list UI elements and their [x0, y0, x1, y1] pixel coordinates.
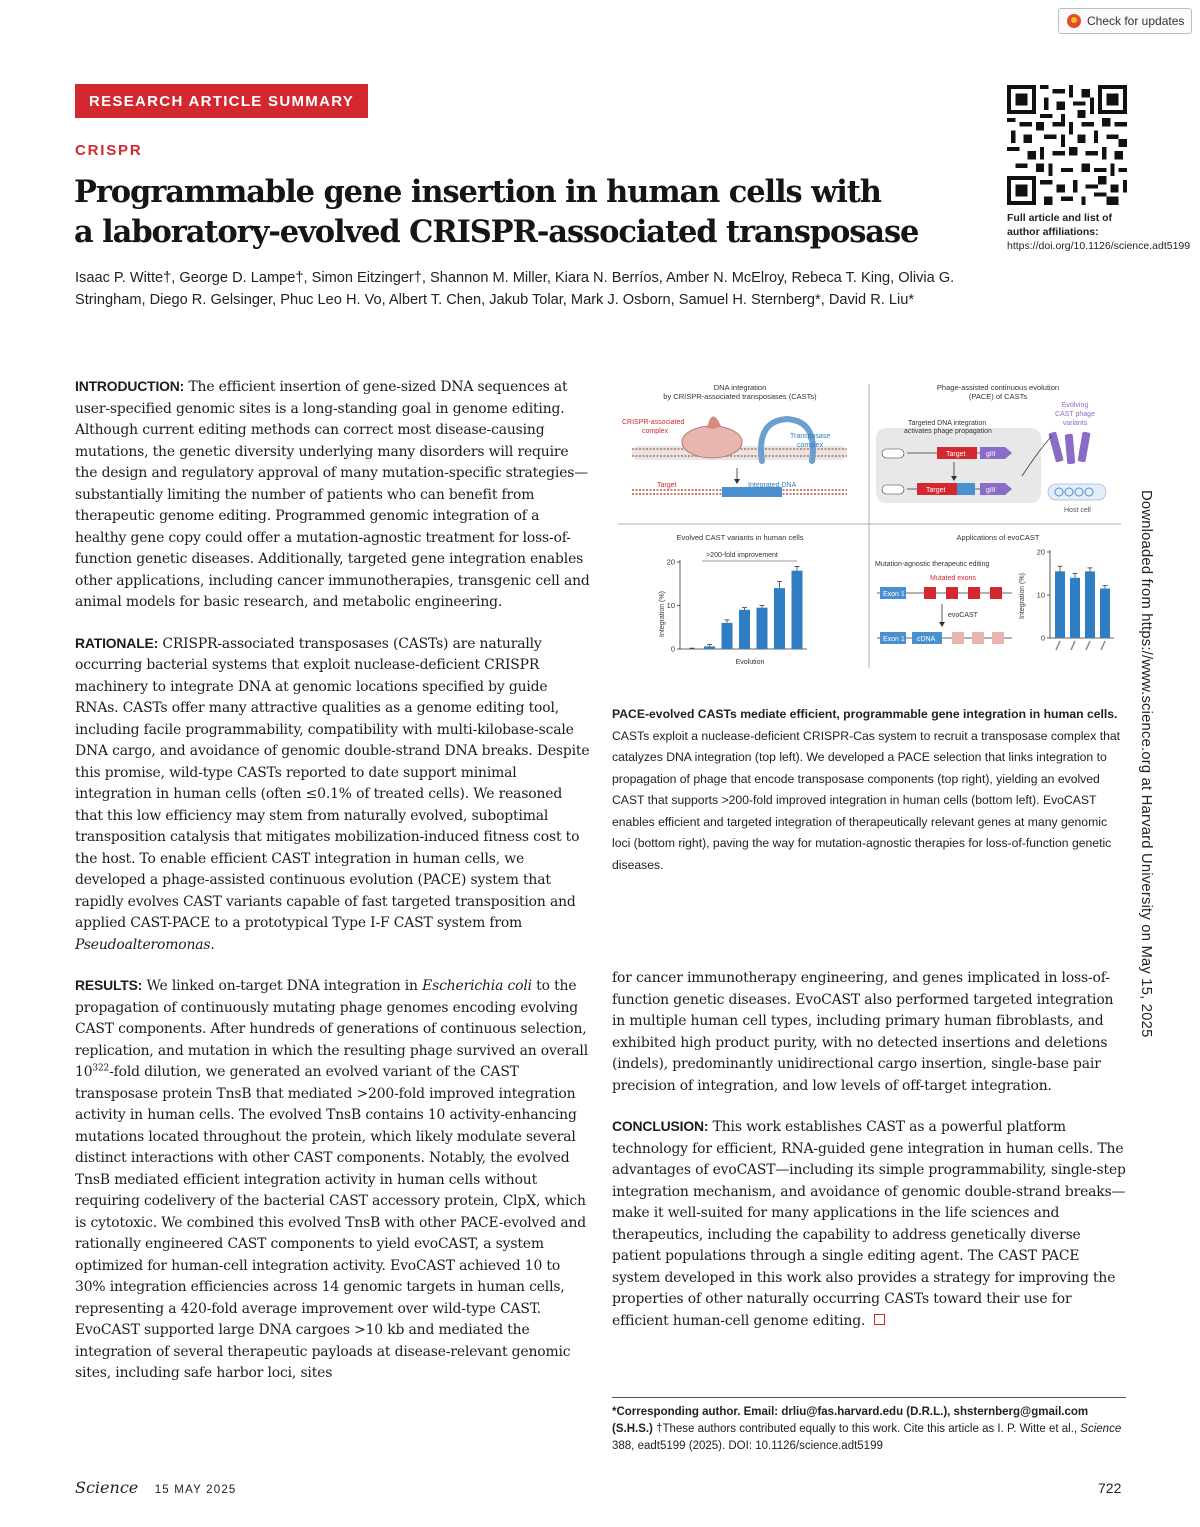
qr-code[interactable] — [1007, 85, 1127, 205]
footnote-divider — [612, 1397, 1126, 1398]
label-transposase-2: complex — [797, 442, 824, 449]
crispr-guide-loop — [707, 416, 721, 428]
integrated-segment — [957, 483, 975, 495]
exon-1-label-top: Exon 1 — [883, 591, 905, 598]
results-text-a: We linked on-target DNA integration in — [146, 978, 423, 994]
footnote-journal: Science — [1080, 1423, 1122, 1435]
label-crispr-1: CRISPR-associated — [622, 419, 685, 426]
evocast-arrow-label: evoCAST — [948, 612, 978, 619]
rationale-paragraph — [75, 633, 591, 957]
y-tick-label: 20 — [1036, 547, 1045, 557]
footnote-text: †These authors contributed equally to this work. Cite this article as I. P. Witte et al., — [652, 1423, 1081, 1435]
chart-applications — [1037, 548, 1114, 651]
label-mutated-exons: Mutated exons — [930, 575, 976, 582]
footnote — [612, 1404, 1128, 1455]
page-number: 722 — [1098, 1480, 1122, 1496]
figure-caption — [612, 704, 1122, 876]
gene-cargo-label-bottom: gIII — [986, 487, 996, 494]
end-mark-icon — [874, 1314, 885, 1325]
rationale-heading: RATIONALE: — [75, 634, 159, 651]
doi-link[interactable]: https://doi.org/10.1126/science.adt5199 — [1007, 240, 1191, 252]
label-evolving-2: CAST phage — [1055, 411, 1095, 418]
panel-tl-title-2: by CRISPR-associated transposases (CASTs) — [663, 392, 817, 401]
bar — [757, 608, 768, 649]
panel-pace — [876, 383, 1106, 514]
chart1-xlabel: Evolution — [735, 659, 765, 666]
results-text-c: -fold dilution, we generated an evolved variant of the CAST transposase protein TnsB that mediated >200-fold improved integration activity in human cells. The evolved TnsB contains 10 activity-enhancing mutations located throughout the protein, which likely modulate several distinct interactions with other CAST components. Notably, the evolved TnsB mediated efficient integration activity in human cells without requiring codelivery of the bacterial CAST accessory protein, ClpX, which is cytotoxic. We combined this evolved TnsB with other PACE-evolved and rationally engineered CAST components to yield evoCAST, a system optimized for human-cell integration activity. EvoCAST achieved 10 to 30% integration efficiencies across 14 genomic targets in human cells, representing a 420-fold average improvement over wild-type CAST. EvoCAST supported large DNA cargoes >10 kb and mediated the integration of several therapeutic payloads at disease-relevant genomic sites, including safe harbor loci, sites — [75, 1064, 587, 1381]
panel-applications — [875, 533, 1114, 650]
category-tick-mark — [1101, 641, 1105, 650]
page-footer — [75, 1478, 237, 1497]
footnote-citation: 388, eadt5199 (2025). DOI: 10.1126/science.adt5199 — [612, 1440, 883, 1452]
summary-figure — [612, 376, 1127, 676]
results-text-b: to the propagation of continuously mutating phage genomes encoding evolving CAST components. After hundreds of generations of continuous selection, replication, and mutation in which the resulting phage survived an overall 10 — [75, 978, 588, 1080]
bar — [1070, 578, 1080, 638]
results-exponent: 322 — [92, 1063, 110, 1074]
conclusion-heading: CONCLUSION: — [612, 1118, 709, 1134]
gene-cargo-label-top: gIII — [986, 451, 996, 458]
crispr-complex-shape — [682, 426, 742, 458]
phage-variants — [1048, 431, 1090, 464]
cdna-label: cDNA — [917, 636, 936, 643]
panel-tl-title-1: DNA integration — [713, 383, 767, 392]
improvement-label: >200-fold improvement — [706, 552, 778, 559]
caption-title: PACE-evolved CASTs mediate efficient, programmable gene integration in human cells. — [612, 707, 1118, 721]
label-integrated-dna: Integrated DNA — [748, 482, 797, 489]
results-paragraph — [75, 975, 591, 1385]
label-target: Target — [657, 482, 677, 489]
y-tick-label: 10 — [1036, 590, 1045, 600]
label-targeted-1: Targeted DNA integration — [908, 420, 987, 427]
qr-caption-text: Full article and list of author affiliations: — [1007, 212, 1113, 238]
host-cell-shape — [1048, 484, 1106, 500]
chart-evolved-variants — [667, 558, 807, 654]
left-column — [75, 376, 591, 1404]
y-tick-label: 0 — [670, 644, 675, 654]
rationale-species: Pseudoalteromonas — [75, 936, 211, 953]
panel-dna-integration — [622, 383, 847, 497]
chart1-ylabel: Integration (%) — [659, 591, 666, 637]
exon-1-label-bottom: Exon 1 — [883, 636, 905, 643]
bar — [722, 623, 733, 649]
bar — [1085, 571, 1095, 638]
label-targeted-2: activates phage propagation — [904, 428, 992, 435]
results-continuation: for cancer immunotherapy engineering, and genes implicated in loss-of-function genetic diseases. EvoCAST also performed targeted integration in multiple human cell types, including primary human fibroblasts, and exhibited high product purity, with no detected insertions and deletions (indels), predominantly unidirectional cargo insertion, single-base pair precision of integration, and low levels of off-target integration. — [612, 970, 1114, 1094]
panel-tr-title-1: Phage-assisted continuous evolution — [936, 383, 1060, 392]
bar — [792, 571, 803, 649]
panel-tr-title-2: (PACE) of CASTs — [968, 392, 1028, 401]
gene-target-label-top: Target — [946, 451, 966, 458]
y-tick-label: 10 — [666, 601, 675, 610]
y-tick-label: 20 — [666, 557, 675, 567]
crossmark-icon — [1067, 14, 1081, 28]
panel-bl-title: Evolved CAST variants in human cells — [676, 533, 804, 542]
author-list: Isaac P. Witte†, George D. Lampe†, Simon Eitzinger†, Shannon M. Miller, Kiara N. Berríos, Amber N. McElroy, Rebeca T. King, Olivia G. Stringham, Diego R. Gelsinger, Phuc Leo H. Vo, Albert T. Chen, Jakub Tolar, Mark J. Osborn, Samuel H. Sternberg*, David R. Liu* — [75, 270, 955, 308]
label-transposase-1: Transposase — [790, 433, 831, 440]
results-heading: RESULTS: — [75, 977, 143, 993]
label-crispr-2: complex — [642, 428, 669, 435]
bar — [739, 610, 750, 649]
label-evolving-1: Evolving — [1061, 402, 1089, 409]
label-host-cell: Host cell — [1064, 507, 1091, 514]
title-line-1: Programmable gene insertion in human cells with — [74, 174, 881, 210]
category-tick-mark — [1056, 641, 1060, 650]
panel-evolved-variants — [659, 533, 807, 666]
article-title — [74, 172, 954, 252]
download-watermark: Downloaded from https://www.science.org at Harvard University on May 15, 2025 — [1138, 490, 1154, 1038]
gene-target-label-bottom: Target — [926, 487, 946, 494]
results-species: Escherichia coli — [422, 978, 532, 994]
introduction-heading: INTRODUCTION: — [75, 378, 185, 394]
title-line-2: a laboratory-evolved CRISPR-associated transposase — [74, 214, 919, 250]
issue-date: 15 MAY 2025 — [154, 1484, 237, 1496]
article-type-banner: RESEARCH ARTICLE SUMMARY — [75, 84, 368, 118]
panel-br-title: Applications of evoCAST — [956, 533, 1040, 542]
check-for-updates-button[interactable] — [1058, 8, 1192, 34]
corresponding-author: *Corresponding author. Email: drliu@fas.harvard.edu (D.R.L.), shsternberg@gmail.com (S.H.S.) — [612, 1406, 1089, 1435]
caption-text: CASTs exploit a nuclease-deficient CRISPR-Cas system to recruit a transposase complex that catalyzes DNA integration (top left). We developed a PACE selection that links integration to propagation of phage that encode transposase components (top right), yielding an evolved CAST that supports >200-fold improved integration in human cells (bottom left). EvoCAST enables efficient and targeted integration of therapeutically relevant genes at many genomic loci (bottom right), paving the way for mutation-agnostic therapies for loss-of-function genetic diseases. — [612, 728, 1121, 872]
y-tick-label: 0 — [1040, 633, 1045, 643]
downstream-exons — [952, 632, 1004, 644]
introduction-paragraph — [75, 376, 591, 614]
conclusion-text: This work establishes CAST as a powerful platform technology for efficient, RNA-guided gene integration in human cells. The advantages of evoCAST—including its simple programmability, single-step integration mechanism, and avoidance of genomic double-strand breaks—make it well-suited for many applications in the life sciences and therapeutics, including the capability to address genetically diverse patient populations through a single editing agent. The CAST PACE system developed in this work also provides a strategy for improving the properties of other naturally occurring CASTs toward their use for efficient human-cell genome editing. — [612, 1119, 1126, 1329]
label-evolving-3: variants — [1062, 420, 1088, 427]
bar — [687, 649, 698, 650]
category-tick-mark — [1086, 641, 1090, 650]
category-tick-mark — [1071, 641, 1075, 650]
bar — [1100, 589, 1110, 638]
bar — [774, 588, 785, 649]
journal-name: Science — [75, 1478, 139, 1497]
panel-br-subtitle: Mutation-agnostic therapeutic editing — [875, 561, 990, 568]
rationale-end: . — [210, 936, 215, 953]
right-column — [612, 968, 1128, 1351]
introduction-text: The efficient insertion of gene-sized DNA sequences at user-specified genomic sites is a long-standing goal in genome editing. Although current editing methods can correct most disease-causing mutations, the genetic diversity underlying many disorders will require the design and regulatory approval of many mutation-specific strategies—substantially limiting the number of patients who can benefit from therapeutic genome editing. Programmed genomic integration of a healthy gene copy could offer a mutation-agnostic treatment for loss-of-function genetic diseases. Additionally, targeted gene integration enables other applications, including cancer immunotherapies, transgenic cell and animal models for basic research, and metabolic engineering. — [75, 379, 590, 610]
bar — [1055, 571, 1065, 638]
rationale-text: CRISPR-associated transposases (CASTs) are naturally occurring bacterial systems that exploit nuclease-deficient CRISPR machinery to integrate DNA at genomic locations specified by guide RNAs. CASTs offer many attractive qualities as a genome editing tool, including facile programmability, compatibility with multi-kilobase-scale DNA cargo, and avoidance of genomic double-strand DNA breaks. Despite this promise, wild-type CASTs reported to date support minimal integration in human cells (often ≤0.1% of treated cells). We reasoned that this low efficiency may stem from naturally evolved, suboptimal transposition catalysis that mitigates mobilization-induced fitness cost to the host. To enable efficient CAST integration in human cells, we developed a phage-assisted continuous evolution (PACE) system that rapidly evolves CAST variants capable of fast targeted transposition and applied CAST-PACE to a prototypical Type I-F CAST system from — [75, 635, 590, 931]
conclusion-paragraph — [612, 1116, 1128, 1332]
section-label: CRISPR — [75, 142, 143, 159]
chart2-ylabel: Integration (%) — [1019, 573, 1026, 619]
check-for-updates-label: Check for updates — [1087, 14, 1185, 28]
qr-caption — [1007, 211, 1191, 253]
bar — [704, 646, 715, 649]
